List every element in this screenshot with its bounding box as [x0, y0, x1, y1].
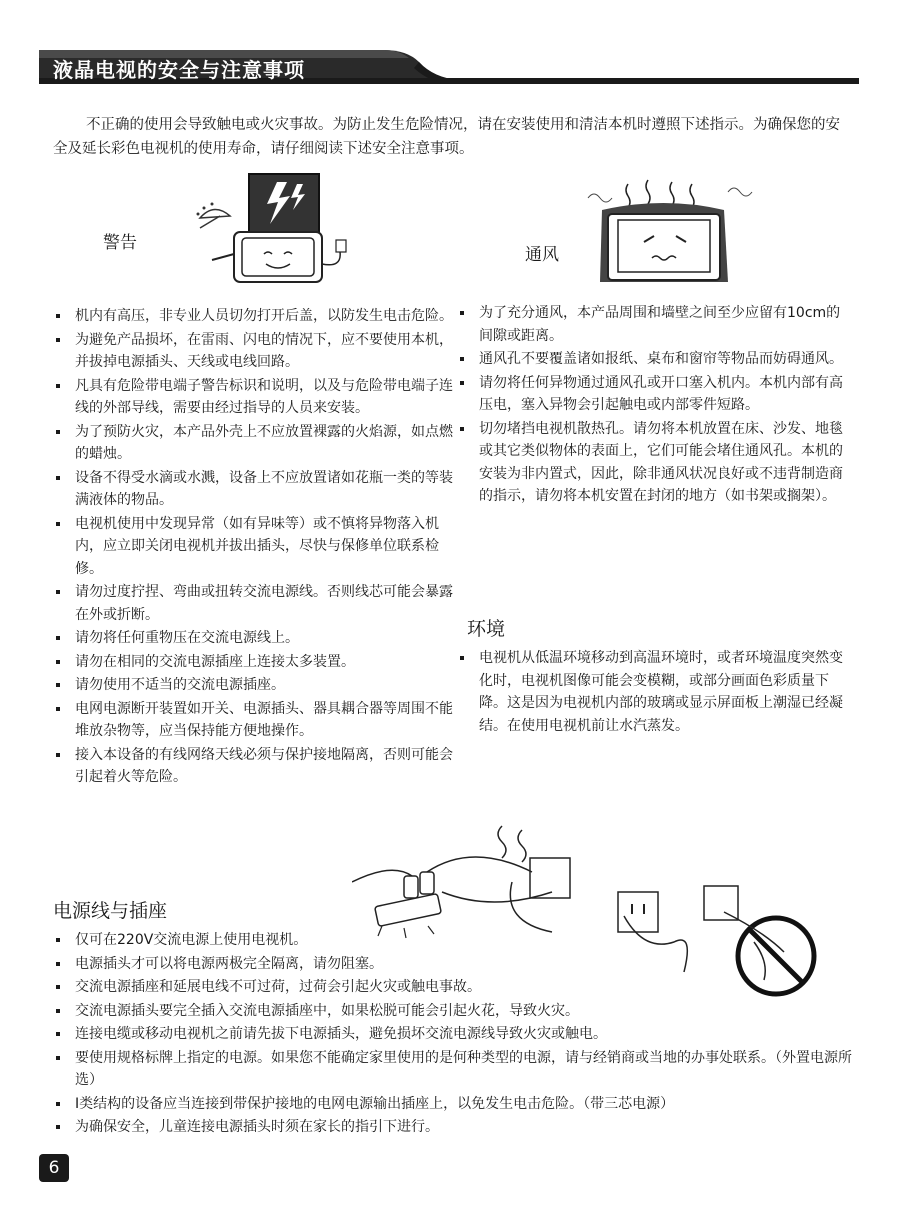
environment-list [458, 647, 852, 738]
intro-text: 不正确的使用会导致触电或火灾事故。为防止发生危险情况，请在安装使用和清洁本机时遵照下述指示。为确保您的安全及延长彩色电视机的使用寿命，请仔细阅读下述安全注意事项。 [53, 117, 840, 157]
list-item: 凡具有危险带电端子警告标识和说明，以及与危险带电端子连线的外部导线，需要由经过指导的人员来安装。 [54, 375, 454, 420]
list-item: 请勿将任何重物压在交流电源线上。 [54, 627, 454, 650]
list-item: 交流电源插座和延展电线不可过荷，过荷会引起火灾或触电事故。 [54, 976, 854, 999]
list-item: 切勿堵挡电视机散热孔。请勿将本机放置在床、沙发、地毯或其它类似物体的表面上，它们可能会堵住通风孔。本机的安装为非内置式，因此，除非通风状况良好或不违背制造商的指示，请勿将本机安置在封闭的地方（如书架或搁架）。 [458, 418, 852, 508]
list-item: 电源插头才可以将电源两极完全隔离，请勿阻塞。 [54, 953, 854, 976]
overloaded-power-strip-illustration [352, 822, 592, 942]
page-title: 液晶电视的安全与注意事项 [53, 58, 305, 82]
list-item: 通风孔不要覆盖诸如报纸、桌布和窗帘等物品而妨碍通风。 [458, 348, 852, 371]
warning-list [54, 305, 454, 790]
list-item: 要使用规格标牌上指定的电源。如果您不能确定家里使用的是何种类型的电源，请与经销商或当地的办事处联系。（外置电源所选） [54, 1047, 854, 1092]
list-item: 为了预防火灾，本产品外壳上不应放置裸露的火焰源，如点燃的蜡烛。 [54, 421, 454, 466]
ventilation-list [458, 302, 852, 509]
list-item: 电视机从低温环境移动到高温环境时，或者环境温度突然变化时，电视机图像可能会变模糊，或部分画面色彩质量下降。这是因为电视机内部的玻璃或显示屏面板上潮湿已经凝结。在使用电视机前让水汽蒸发。 [458, 647, 852, 737]
list-item: 接入本设备的有线网络天线必须与保护接地隔离，否则可能会引起着火等危险。 [54, 744, 454, 789]
section-banner [39, 48, 859, 88]
list-item: 为了充分通风，本产品周围和墙壁之间至少应留有10cm的间隙或距离。 [458, 302, 852, 347]
list-item: 连接电缆或移动电视机之前请先拔下电源插头，避免损坏交流电源线导致火灾或触电。 [54, 1023, 854, 1046]
list-item: 请勿在相同的交流电源插座上连接太多装置。 [54, 651, 454, 674]
environment-heading: 环境 [467, 618, 506, 640]
list-item: 为确保安全，儿童连接电源插头时须在家长的指引下进行。 [54, 1116, 854, 1139]
list-item: 为避免产品损坏，在雷雨、闪电的情况下，应不要使用本机，并拔掉电源插头、天线或电线回路。 [54, 329, 454, 374]
list-item: 交流电源插头要完全插入交流电源插座中，如果松脱可能会引起火花，导致火灾。 [54, 1000, 854, 1023]
list-item: 请勿使用不适当的交流电源插座。 [54, 674, 454, 697]
power-heading: 电源线与插座 [53, 900, 168, 922]
list-item: 电视机使用中发现异常（如有异味等）或不慎将异物落入机内，应立即关闭电视机并拔出插头，尽快与保修单位联系检修。 [54, 513, 454, 581]
warning-label: 警告 [103, 233, 137, 253]
ventilation-label: 通风 [525, 245, 559, 265]
tv-lightning-illustration [192, 168, 352, 292]
page-number: 6 [39, 1154, 69, 1182]
list-item: Ⅰ类结构的设备应当连接到带保护接地的电网电源输出插座上，以免发生电击危险。（带三芯电源） [54, 1093, 854, 1116]
list-item: 电网电源断开装置如开关、电源插头、器具耦合器等周围不能堆放杂物等，应当保持能方便地操作。 [54, 698, 454, 743]
list-item: 请勿将任何异物通过通风孔或开口塞入机内。本机内部有高压电，塞入异物会引起触电或内部零件短路。 [458, 372, 852, 417]
list-item: 机内有高压，非专业人员切勿打开后盖，以防发生电击危险。 [54, 305, 454, 328]
intro-paragraph [53, 113, 853, 161]
list-item: 仅可在220V交流电源上使用电视机。 [54, 929, 854, 952]
power-list [54, 929, 854, 1140]
tv-heat-illustration [584, 178, 754, 288]
list-item: 设备不得受水滴或水溅，设备上不应放置诸如花瓶一类的等装满液体的物品。 [54, 467, 454, 512]
list-item: 请勿过度拧捏、弯曲或扭转交流电源线。否则线芯可能会暴露在外或折断。 [54, 581, 454, 626]
